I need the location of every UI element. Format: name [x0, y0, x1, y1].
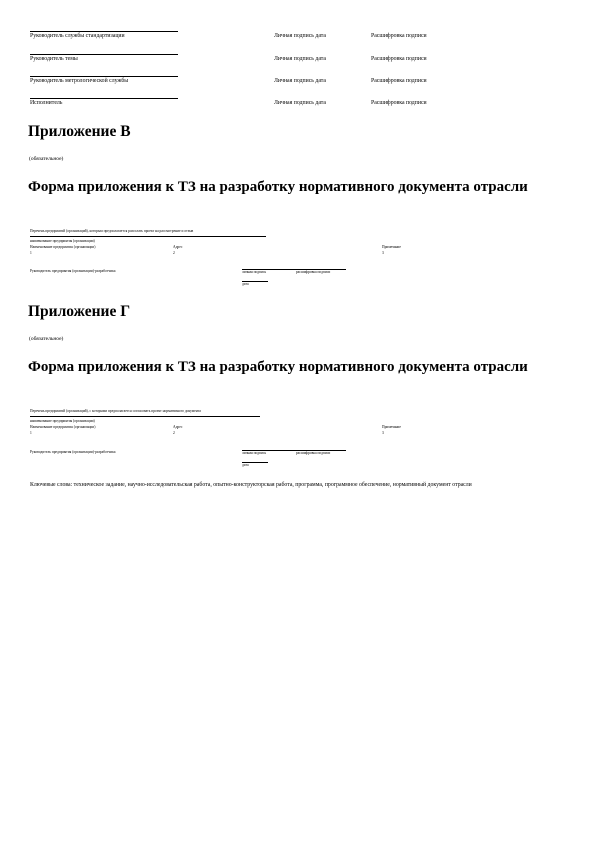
appendix-g-date-caption: дата — [242, 463, 249, 467]
signature-decode-label: Расшифровка подписи — [371, 78, 427, 84]
appendix-v-col-address: Адрес — [173, 245, 183, 249]
signature-decode-label: Расшифровка подписи — [371, 33, 427, 39]
appendix-g-num-2: 2 — [173, 431, 175, 435]
appendix-v-num-2: 2 — [173, 251, 175, 255]
appendix-g-col-note: Примечание — [382, 425, 401, 429]
appendix-v-head-sign-label: Руководитель предприятия (организации)-разработчика — [30, 269, 116, 273]
signature-decode-label: Расшифровка подписи — [371, 100, 427, 106]
signature-date-label: Личная подпись дата — [274, 78, 326, 84]
appendix-g-list-heading: Перечень предприятий (организаций), с которыми предполагается согласовать проект нормативного документа — [30, 409, 201, 413]
appendix-v-num-3: 3 — [382, 251, 384, 255]
signature-role: Руководитель темы — [30, 56, 78, 62]
appendix-v-list-heading: Перечень предприятий (организаций), которым предполагается разослать проект на рассмотрение и отзыв — [30, 229, 194, 233]
signature-row — [30, 78, 570, 90]
appendix-v-org-caption: наименование предприятия (организации) — [30, 239, 95, 243]
appendix-v-form-title: Форма приложения к ТЗ на разработку нормативного документа отрасли — [28, 179, 528, 195]
signature-line — [30, 54, 178, 55]
appendix-v-sign-caption: личная подпись — [242, 270, 267, 274]
appendix-v-note: (обязательное) — [29, 156, 64, 162]
appendix-g-head-sign-label: Руководитель предприятия (организации)-разработчика — [30, 450, 116, 454]
signature-role: Руководитель метрологической службы — [30, 78, 129, 84]
appendix-g-title: Приложение Г — [28, 303, 131, 320]
signature-line — [30, 76, 178, 77]
signature-role: Руководитель службы стандартизации — [30, 33, 125, 39]
appendix-v-date-caption: дата — [242, 282, 249, 286]
appendix-g-num-3: 3 — [382, 431, 384, 435]
signature-row — [30, 56, 570, 68]
signature-row — [30, 33, 570, 45]
signature-row — [30, 100, 570, 112]
signature-date-label: Личная подпись дата — [274, 56, 326, 62]
appendix-g-decode-caption: расшифровка подписи — [296, 451, 331, 455]
signature-decode-label: Расшифровка подписи — [371, 56, 427, 62]
appendix-v-underline — [30, 236, 266, 237]
appendix-v-col-note: Примечание — [382, 245, 401, 249]
appendix-g-sign-caption: личная подпись — [242, 451, 267, 455]
appendix-v-title: Приложение В — [28, 123, 131, 140]
keywords-paragraph: Ключевые слова: техническое задание, научно-исследовательская работа, опытно-конструкторская работа, программа, программное обеспечение, нормативный документ отрасли — [30, 482, 472, 488]
signature-role: Исполнитель — [30, 100, 63, 106]
signature-date-label: Личная подпись дата — [274, 33, 326, 39]
appendix-g-num-1: 1 — [30, 431, 32, 435]
appendix-g-col-org: Наименование предприятия (организации) — [30, 425, 96, 429]
signature-line — [30, 31, 178, 32]
appendix-g-note: (обязательное) — [29, 336, 64, 342]
appendix-v-decode-caption: расшифровка подписи — [296, 270, 331, 274]
signature-date-label: Личная подпись дата — [274, 100, 326, 106]
signature-line — [30, 98, 178, 99]
appendix-g-col-address: Адрес — [173, 425, 183, 429]
appendix-v-col-org: Наименование предприятия (организации) — [30, 245, 96, 249]
appendix-v-num-1: 1 — [30, 251, 32, 255]
appendix-g-form-title: Форма приложения к ТЗ на разработку нормативного документа отрасли — [28, 359, 528, 375]
appendix-g-org-caption: наименование предприятия (организации) — [30, 419, 95, 423]
appendix-g-underline — [30, 416, 260, 417]
